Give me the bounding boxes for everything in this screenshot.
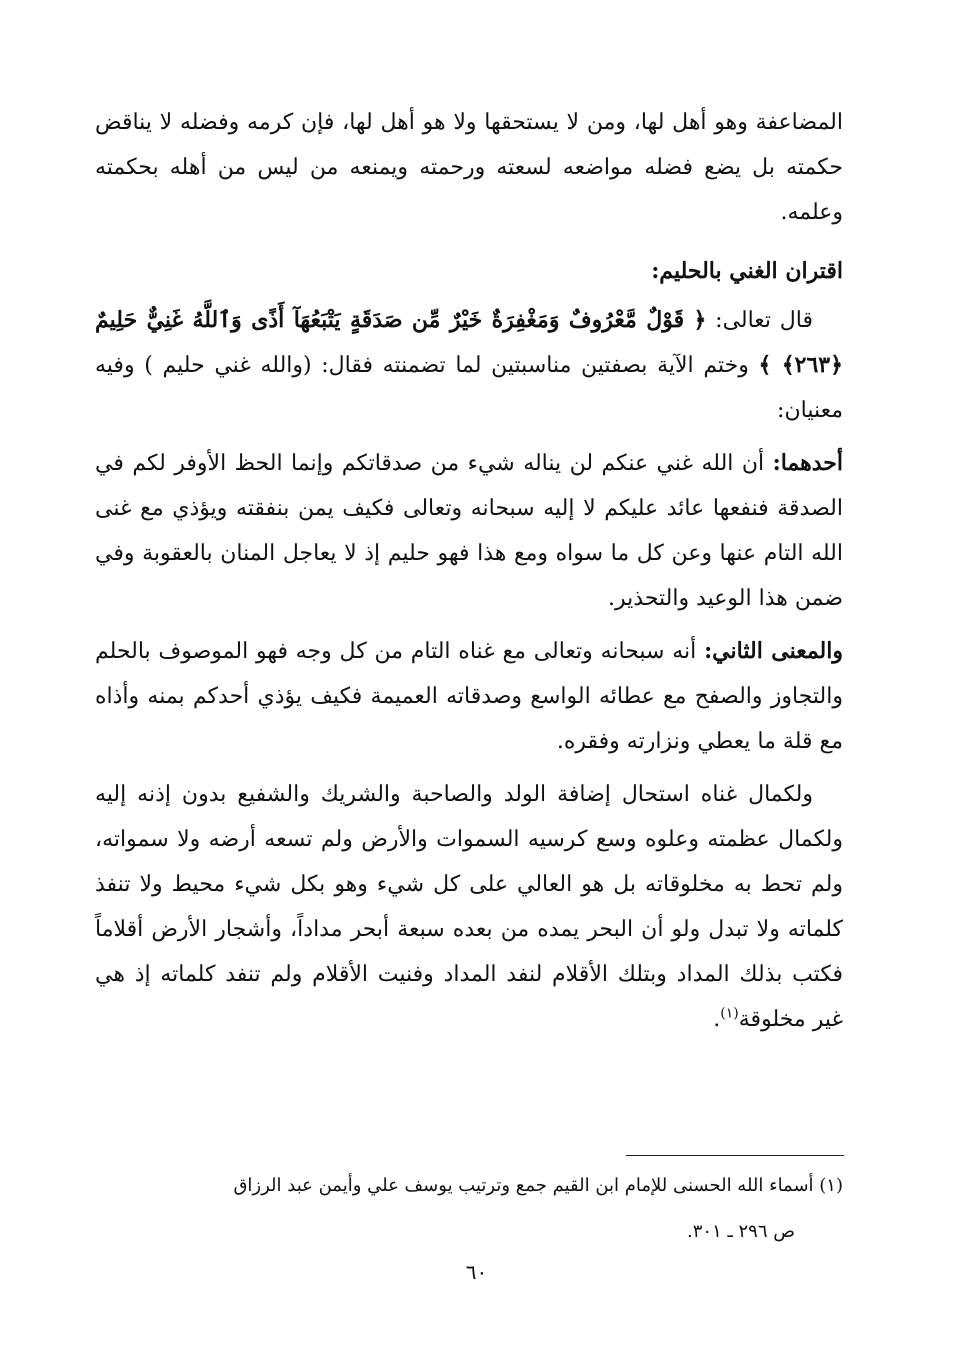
- footnote-line-2: ص ٢٩٦ ـ ٣٠١.: [687, 1221, 795, 1242]
- closing-text: ولكمال غناه استحال إضافة الولد والصاحبة والشريك والشفيع بدون إذنه إليه ولكمال عظمته وعلوه وسع كرسيه السموات والأرض ولم تسعه أرضه ولا سمواته، ولم تحط به مخلوقاته بل هو العالي على كل شيء وهو بكل شيء محيط ولا تنفذ كلماته ولا تبدل ولو أن البحر يمده من بعده سبعة أبحر مداداً، وأشجار الأرض أقلاماً فكتب بذلك المداد وبتلك الأقلام لنفد المداد وفنيت الأقلام ولم تنفد كلماته إذ هي غير مخلوقة: [95, 782, 843, 1032]
- section-heading: اقتران الغني بالحليم:: [651, 258, 843, 284]
- first-meaning-paragraph: [95, 441, 843, 621]
- second-meaning-text: أنه سبحانه وتعالى مع غناه التام من كل وجه فهو الموصوف بالحلم والتجاوز والصفح مع عطائه الواسع وصدقاته العميمة فكيف يؤذي أحدكم بمنه وأذاه مع قلة ما يعطي ونزارته وفقره.: [95, 639, 843, 754]
- quran-verse: ﴿ قَوْلٌ مَّعْرُوفٌ وَمَغْفِرَةٌ خَيْرٌ مِّن صَدَقَةٍ يَتْبَعُهَآ أَذًى وَٱللَّهُ غَنِيٌّ حَلِيمٌ ﴿٢٦٣﴾ ﴾: [95, 307, 843, 378]
- verse-paragraph: [95, 298, 843, 433]
- second-meaning-paragraph: [95, 629, 843, 764]
- verse-commentary: وختم الآية بصفتين مناسبتين لما تضمنته فقال: (والله غني حليم ) وفيه معنيان:: [95, 353, 843, 423]
- page-body: [95, 100, 843, 1050]
- second-meaning-label: والمعنى الثاني:: [704, 638, 843, 664]
- paragraph-intro: المضاعفة وهو أهل لها، ومن لا يستحقها ولا هو أهل لها، فإن كرمه وفضله لا يناقض حكمته بل يضع فضله مواضعه لسعته ورحمته ويمنعه من ليس من أهله بحكمته وعلمه.: [95, 110, 843, 225]
- footnote-reference[interactable]: (١): [720, 1005, 739, 1022]
- verse-intro: قال تعالى:: [715, 308, 813, 333]
- footnote-separator: [626, 1155, 844, 1156]
- footnote: [95, 1163, 843, 1255]
- first-meaning-text: أن الله غني عنكم لن يناله شيء من صدقاتكم وإنما الحظ الأوفر لكم في الصدقة فنفعها عائد عليكم لا إليه سبحانه وتعالى فكيف يمن بنفقته ويؤذي مع غنى الله التام عنها وعن كل ما سواه ومع هذا فهو حليم إذ لا يعاجل المنان بالعقوبة وفي ضمن هذا الوعيد والتحذير.: [95, 451, 843, 611]
- page-number: ٦٠: [465, 1260, 488, 1284]
- closing-period: .: [713, 1007, 721, 1032]
- footnote-line-1: (١) أسماء الله الحسنى للإمام ابن القيم جمع وترتيب يوسف علي وأيمن عبد الرزاق: [233, 1175, 843, 1196]
- first-meaning-label: أحدهما:: [772, 450, 843, 476]
- paragraph-closing: [95, 772, 843, 1042]
